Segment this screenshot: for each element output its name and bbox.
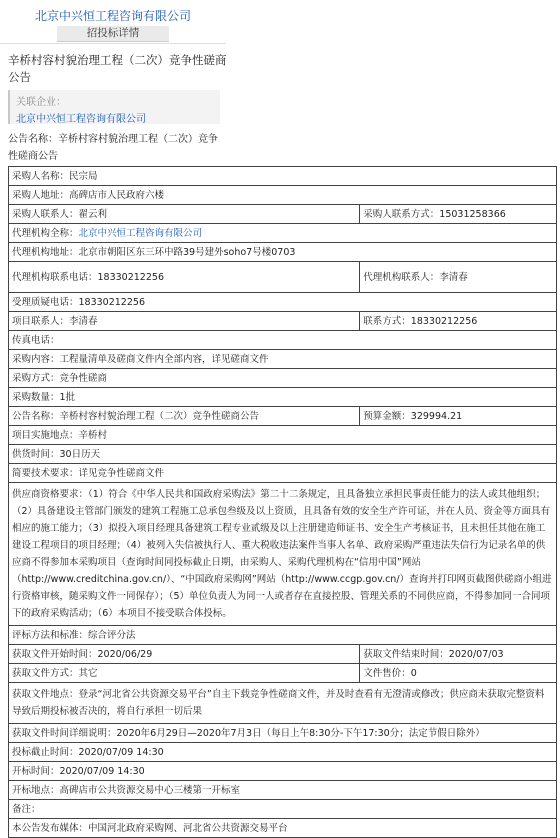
announcement-table [8,166,557,838]
project-contact: 项目联系人：李清春 [9,312,360,331]
tab-bid-details[interactable]: 招投标详情 [57,26,169,42]
announcement-name-value: 辛桥村容村貌治理工程（二次）竞争性磋商公告 [8,134,218,162]
publish-media: 本公告发布媒体：中国河北政府采购网、河北省公共资源交易平台 [9,819,557,838]
announcement-name [8,131,218,165]
agency-address: 代理机构地址：北京市朝阳区东三环中路39号建外soho7号楼0703 [9,243,557,262]
agency-name-cell [9,224,557,243]
buyer-address: 采购人地址：高碑店市人民政府六楼 [9,186,557,205]
supplier-qualification: 供应商资格要求：（1）符合《中华人民共和国政府采购法》第二十二条规定，且具备独立承担民事责任能力的法人或其他组织；（2）具备建设主管部门颁发的建筑工程施工总承包叁级及以上资质，且具备有效的安全生产许可证，并在人员、资金等方面具有相应的施工能力；（3）拟投入项目经理具备建筑工程专业贰级及以上注册建造师证书、安全生产考核证书，且未担任其他在施工建设工程项目的项目经理；（4）被列入失信被执行人、重大税收违法案件当事人名单、政府采购严重违法失信行为记录名单的供应商不得参加本采购项目（查询时间同投标截止日期，由采购人、采购代理机构在“信用中国”网站（http://www.creditchina.gov.cn/）、“中国政府采购网”网站（http://www.ccgp.gov.cn/）查询并打印网页截图供磋商小组进行资格审核，随采购文件一同保存）；（5）单位负责人为同一人或者存在直接控股、管理关系的不同供应商，不得参加同一合同项下的政府采购活动；（6）本项目不接受联合体投标。 [9,483,557,626]
budget: 预算金额：329994.21 [360,407,557,426]
purchase-quantity: 采购数量：1批 [9,388,557,407]
announcement-name-row: 公告名称：辛桥村容村貌治理工程（二次）竞争性磋商公告 [9,407,360,426]
question-phone: 受理质疑电话：18330212256 [9,293,557,312]
company-name-header[interactable]: 北京中兴恒工程咨询有限公司 [34,9,191,23]
contact-info: 联系方式：18330212256 [360,312,557,331]
buyer-phone: 采购人联系方式：15031258366 [360,205,557,224]
remarks: 备注： [9,800,557,819]
purchase-content: 采购内容：工程量清单及磋商文件内全部内容，详见磋商文件 [9,350,557,369]
supply-time: 供货时间：30日历天 [9,445,557,464]
doc-end-time: 获取文件结束时间：2020/07/03 [360,645,557,664]
related-company-link[interactable]: 北京中兴恒工程咨询有限公司 [16,114,146,125]
doc-location: 获取文件地点：登录“河北省公共资源交易平台”自主下载竞争性磋商文件，并及时查看有无澄清或修改；供应商未获取完整资料导致后期投标被否决的，将自行承担一切后果 [9,683,557,724]
doc-start-time: 获取文件开始时间：2020/06/29 [9,645,360,664]
agency-phone: 代理机构联系电话：18330212256 [9,262,360,293]
buyer-name: 采购人名称：民宗局 [9,167,557,186]
fax: 传真电话： [9,331,557,350]
header [0,0,226,42]
related-company-label: 关联企业： [16,97,66,108]
header-divider [0,43,226,44]
open-location: 开标地点：高碑店市公共资源交易中心三楼第一开标室 [9,781,557,800]
doc-method: 获取文件方式：其它 [9,664,360,683]
evaluation-method: 评标方法和标准：综合评分法 [9,626,557,645]
open-time: 开标时间：2020/07/09 14:30 [9,762,557,781]
doc-price: 文件售价：0 [360,664,557,683]
notice-title: 辛桥村容村貌治理工程（二次）竞争性磋商公告 [8,53,227,84]
project-location: 项目实施地点：辛桥村 [9,426,557,445]
purchase-method: 采购方式：竞争性磋商 [9,369,557,388]
announcement-name-label: 公告名称： [8,134,58,145]
bid-deadline: 投标截止时间：2020/07/09 14:30 [9,743,557,762]
buyer-contact: 采购人联系人：翟云利 [9,205,360,224]
agency-label: 代理机构全称： [12,227,79,239]
doc-time-note: 获取文件时间详细说明：2020年6月29日—2020年7月3日（每日上午8:30分-下午17:30分；法定节假日除外） [9,724,557,743]
tech-requirements: 简要技术要求：详见竞争性磋商文件 [9,464,557,483]
related-company-box [8,90,220,124]
agency-contact: 代理机构联系人：李清春 [360,262,557,293]
agency-link[interactable]: 北京中兴恒工程咨询有限公司 [78,227,203,239]
